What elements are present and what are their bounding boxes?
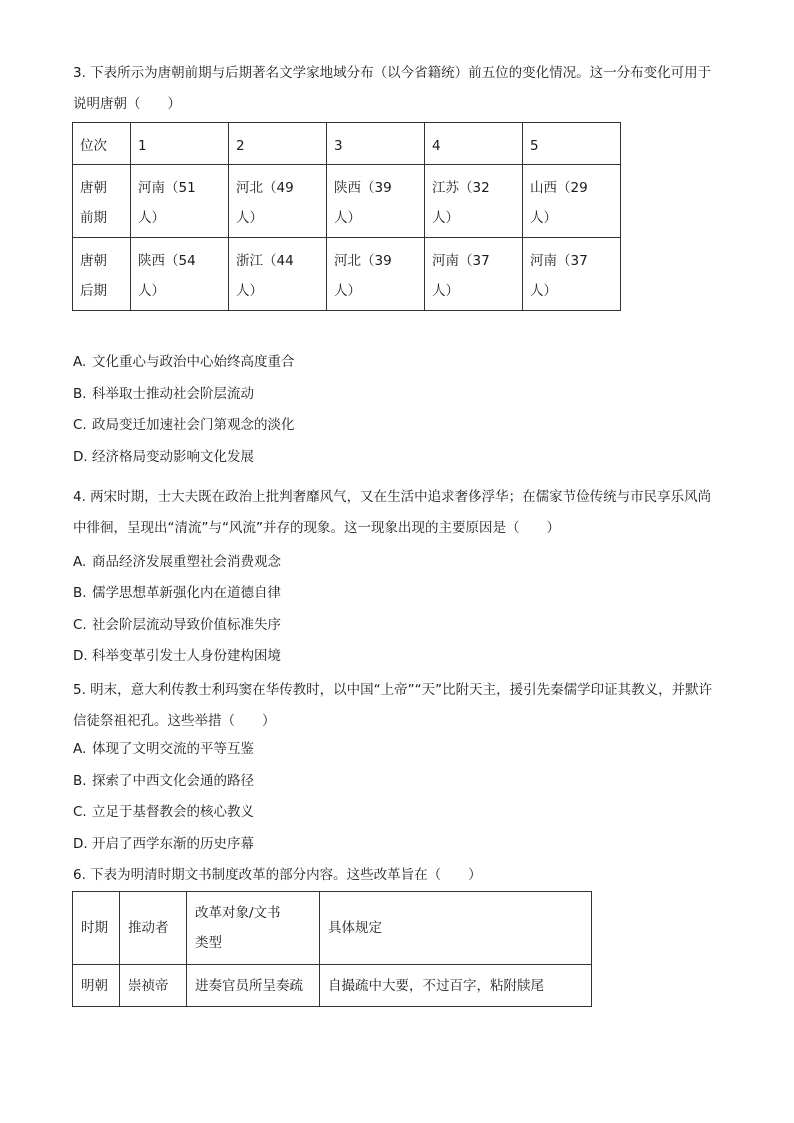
- option-d[interactable]: [73, 446, 254, 468]
- option-letter: C.: [73, 804, 87, 820]
- table-cell: 推动者: [120, 892, 187, 965]
- table-cell: [229, 165, 327, 238]
- option-text: 体现了文明交流的平等互鉴: [92, 741, 254, 757]
- option-letter: B.: [73, 386, 87, 402]
- table-cell: [187, 892, 320, 965]
- option-b[interactable]: [73, 770, 254, 792]
- question-3-stem: 3. 下表所示为唐朝前期与后期著名文学家地域分布（以今省籍统）前五位的变化情况。这一分布变化可用于说明唐朝（ ）: [73, 65, 712, 112]
- question-5-stem: 5. 明末，意大利传教士利玛窦在华传教时，以中国“上帝”“天”比附天主，援引先秦儒学印证其教义，并默许信徒祭祖祀孔。这些举措（ ）: [73, 682, 713, 729]
- table-cell: 3: [327, 123, 425, 165]
- table-row: [73, 965, 592, 1007]
- option-letter: D.: [73, 836, 88, 852]
- cell-text: 河北（39人）: [334, 253, 392, 299]
- option-b[interactable]: [73, 582, 281, 604]
- option-text: 政局变迁加速社会门第观念的淡化: [92, 417, 295, 433]
- option-text: 经济格局变动影响文化发展: [92, 449, 254, 465]
- cell-text: 山西（29人）: [530, 180, 588, 226]
- option-text: 探索了中西文化会通的路径: [92, 773, 254, 789]
- option-letter: D.: [73, 449, 88, 465]
- option-d[interactable]: [73, 645, 281, 667]
- option-letter: A.: [73, 554, 87, 570]
- option-text: 科举取士推动社会阶层流动: [92, 386, 254, 402]
- table-cell: [327, 165, 425, 238]
- cell-text: 唐朝后期: [80, 253, 107, 299]
- option-text: 文化重心与政治中心始终高度重合: [92, 354, 295, 370]
- option-c[interactable]: [73, 801, 254, 823]
- cell-text: 河北（49人）: [236, 180, 294, 226]
- option-letter: D.: [73, 648, 88, 664]
- cell-text: 浙江（44人）: [236, 253, 294, 299]
- option-text: 科举变革引发士人身份建构困境: [92, 648, 281, 664]
- question-6-table: [72, 891, 592, 1007]
- table-cell: 明朝: [73, 965, 120, 1007]
- option-letter: C.: [73, 417, 87, 433]
- option-text: 儒学思想革新强化内在道德自律: [92, 585, 281, 601]
- table-row: [73, 165, 621, 238]
- table-cell: 自撮疏中大要，不过百字，粘附牍尾: [320, 965, 592, 1007]
- option-b[interactable]: [73, 383, 254, 405]
- cell-text: 河南（37人）: [530, 253, 588, 299]
- table-cell: 2: [229, 123, 327, 165]
- cell-text: 唐朝前期: [80, 180, 107, 226]
- option-text: 社会阶层流动导致价值标准失序: [92, 617, 281, 633]
- option-a[interactable]: [73, 738, 254, 760]
- option-c[interactable]: [73, 614, 281, 636]
- cell-text: 陕西（54人）: [138, 253, 196, 299]
- cell-text: 陕西（39人）: [334, 180, 392, 226]
- table-row: [73, 238, 621, 311]
- option-a[interactable]: [73, 351, 295, 373]
- table-cell: [131, 165, 229, 238]
- table-cell: [327, 238, 425, 311]
- table-cell: 崇祯帝: [120, 965, 187, 1007]
- table-cell: 1: [131, 123, 229, 165]
- option-letter: B.: [73, 773, 87, 789]
- option-a[interactable]: [73, 551, 281, 573]
- table-cell: [523, 165, 621, 238]
- option-text: 商品经济发展重塑社会消费观念: [92, 554, 281, 570]
- option-d[interactable]: [73, 833, 254, 855]
- option-c[interactable]: [73, 414, 295, 436]
- option-letter: B.: [73, 585, 87, 601]
- table-header-row: [73, 123, 621, 165]
- table-cell: [73, 165, 131, 238]
- cell-text: 河南（51人）: [138, 180, 196, 226]
- table-cell: 5: [523, 123, 621, 165]
- cell-text: 河南（37人）: [432, 253, 490, 299]
- table-cell: 进奏官员所呈奏疏: [187, 965, 320, 1007]
- option-text: 开启了西学东渐的历史序幕: [92, 836, 254, 852]
- question-3-table: [72, 122, 621, 311]
- option-text: 立足于基督教会的核心教义: [92, 804, 254, 820]
- table-cell: 时期: [73, 892, 120, 965]
- table-cell: [425, 238, 523, 311]
- table-cell: [523, 238, 621, 311]
- table-header-row: [73, 892, 592, 965]
- table-cell: [425, 165, 523, 238]
- table-cell: [229, 238, 327, 311]
- cell-text: 江苏（32人）: [432, 180, 490, 226]
- question-6-stem: 6. 下表为明清时期文书制度改革的部分内容。这些改革旨在（ ）: [73, 867, 482, 883]
- option-letter: A.: [73, 354, 87, 370]
- table-cell: 具体规定: [320, 892, 592, 965]
- table-cell: 位次: [73, 123, 131, 165]
- option-letter: A.: [73, 741, 87, 757]
- option-letter: C.: [73, 617, 87, 633]
- cell-text: 改革对象/文书类型: [195, 905, 281, 951]
- table-cell: 4: [425, 123, 523, 165]
- question-4-stem: 4. 两宋时期，士大夫既在政治上批判奢靡风气，又在生活中追求奢侈浮华；在儒家节俭传统与市民享乐风尚中徘徊，呈现出“清流”与“风流”并存的现象。这一现象出现的主要原因是（ ）: [73, 489, 712, 536]
- table-cell: [73, 238, 131, 311]
- table-cell: [131, 238, 229, 311]
